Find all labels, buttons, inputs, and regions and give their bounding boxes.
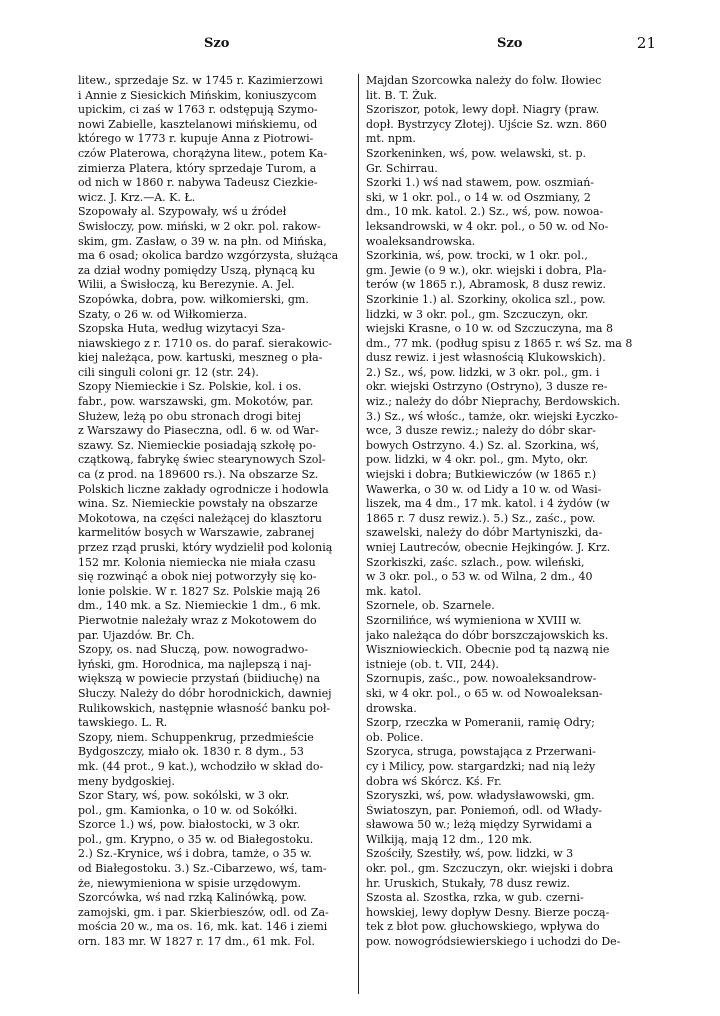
text-line: Wiszniowieckich. Obecnie pod tą nazwą nie	[366, 643, 610, 657]
text-line: Szornupis, zaśc., pow. nowoaleksandrow-	[366, 672, 597, 686]
text-line: 3.) Sz., wś włośc., tamże, okr. wiejski Łyczko-	[366, 409, 619, 423]
column-divider	[358, 74, 359, 994]
text-line: Szopówka, dobra, pow. wiłkomierski, gm.	[78, 292, 309, 306]
text-line: łyński, gm. Horodnica, ma najlepszą i naj-	[78, 657, 312, 671]
text-line: tek z błot pow. głuchowskiego, wpływa do	[366, 920, 600, 934]
text-line: wicz. J. Krz.—A. K. Ł.	[78, 190, 196, 204]
text-line: fabr., pow. warszawski, gm. Mokotów, par.	[78, 395, 314, 409]
text-line: dm., 77 mk. (podług spisu z 1865 r. wś Sz. ma 8	[366, 336, 633, 350]
text-line: hr. Uruskich, Stukały, 78 dusz rewiz.	[366, 876, 570, 890]
text-line: Słuczy. Należy do dóbr horodnickich, dawniej	[78, 686, 332, 700]
text-line: cy i Milicy, pow. stargardzki; nad nią leży	[366, 759, 596, 773]
text-line: za dział wodny pomiędzy Uszą, płynącą ku	[78, 263, 316, 277]
text-line: 2.) Sz.-Krynice, wś i dobra, tamże, o 35 w.	[78, 847, 312, 861]
text-line: przez rząd pruski, który wydzielił pod kolonią	[78, 541, 333, 554]
text-line: ob. Police.	[366, 730, 424, 744]
text-line: mościa 20 w., ma os. 16, mk. kat. 146 i ziemi	[78, 920, 328, 934]
text-line: z Warszawy do Piaseczna, odl. 6 w. od War-	[78, 424, 319, 438]
text-line: wniej Lautreców, obecnie Hejkingów. J. Krz.	[366, 541, 611, 554]
text-line: czątkową, fabrykę świec stearynowych Szol-	[78, 453, 326, 467]
text-line: dm., 10 mk. katol. 2.) Sz., wś, pow. nowoa-	[366, 205, 604, 219]
text-line: ski, w 4 okr. pol., o 65 w. od Nowoaleksan-	[366, 686, 603, 700]
text-line: upickim, ci zaś w 1763 r. odstępują Szymo-	[78, 103, 318, 117]
text-line: Służew, leżą po obu stronach drogi bitej	[78, 409, 302, 423]
text-line: jako należąca do dóbr borszczajowskich ks.	[366, 628, 609, 642]
text-line: wina. Sz. Niemieckie powstały na obszarze	[78, 497, 318, 511]
text-line: sławowa 50 w.; leżą między Syrwidami a	[366, 818, 593, 832]
text-line: że, niewymieniona w spisie urzędowym.	[78, 876, 302, 890]
text-line: dm., 140 mk. a Sz. Niemieckie 1 dm., 6 mk.	[78, 599, 321, 613]
text-line: Szopy, os. nad Słuczą, pow. nowogradwo-	[78, 643, 309, 657]
text-line: Światoszyn, par. Poniemoń, odl. od Włady-	[366, 803, 603, 817]
text-line: Wilkiją, mają 12 dm., 120 mk.	[366, 832, 533, 846]
text-line: istnieje (ob. t. VII, 244).	[366, 657, 499, 671]
text-line: Gr. Schirrau.	[366, 161, 438, 175]
text-line: Szościły, Szestiły, wś, pow. lidzki, w 3	[366, 847, 574, 861]
text-line: Szopowały al. Szypowały, wś u źródeł	[78, 205, 287, 219]
page-number: 21	[636, 34, 656, 52]
text-line: skim, gm. Zasław, o 39 w. na płn. od Mińska,	[78, 234, 327, 248]
text-line: Szoryszki, wś, pow. władysławowski, gm.	[366, 789, 595, 803]
text-line: pow. lidzki, w 4 okr. pol., gm. Myto, okr.	[366, 453, 589, 467]
text-line: czów Platerowa, chorążyna litew., potem Ka-	[78, 146, 328, 160]
text-line: Polskich liczne zakłady ogrodnicze i hodowla	[78, 482, 329, 496]
text-line: Rulikowskich, następnie własność banku poł-	[78, 701, 331, 715]
text-line: kiej należąca, pow. kartuski, meszneg o pła-	[78, 351, 323, 365]
text-line: szawelski, należy do dóbr Martyniszki, da-	[366, 526, 603, 540]
text-line: drowska.	[366, 701, 417, 715]
text-line: którego w 1773 r. kupuje Anna z Piotrowi-	[78, 132, 314, 146]
text-line: większą w powiecie przystań (biidiuchę) na	[78, 672, 321, 686]
left-column	[78, 74, 353, 950]
text-line: 152 mr. Kolonia niemiecka nie miała czasu	[78, 555, 316, 569]
text-line: Szopy Niemieckie i Sz. Polskie, kol. i os.	[78, 380, 302, 394]
text-line: 1865 r. 7 dusz rewiz.). 5.) Sz., zaśc., pow.	[366, 511, 596, 525]
text-line: Wilii, a Świsłoczą, ku Berezynie. A. Jel.	[78, 278, 295, 292]
text-line: meny bydgoskiej.	[78, 774, 175, 788]
text-line: Pierwotnie należały wraz z Mokotowem do	[78, 613, 317, 627]
text-line: w 3 okr. pol., o 53 w. od Wilna, 2 dm., 40	[366, 570, 593, 584]
text-line: gm. Jewie (o 9 w.), okr. wiejski i dobra, Pla-	[366, 263, 607, 277]
text-line: niawskiego z r. 1710 os. do paraf. sierakowic-	[78, 336, 332, 350]
text-line: Szoriszor, potok, lewy dopł. Niagry (praw.	[366, 103, 600, 117]
text-line: pow. nowogródsiewierskiego i uchodzi do De-	[366, 935, 621, 949]
text-line: Szorkinie 1.) al. Szorkiny, okolica szl., pow.	[366, 292, 606, 306]
text-line: Szornele, ob. Szarnele.	[366, 599, 495, 613]
running-head-left: Szo	[204, 36, 230, 51]
text-line: Szorkinia, wś, pow. trocki, w 1 okr. pol.,	[366, 249, 588, 263]
right-column	[366, 74, 641, 950]
text-line: tawskiego. L. R.	[78, 716, 168, 730]
text-line: Szorkeninken, wś, pow. welawski, st. p.	[366, 146, 586, 160]
text-line: leksandrowski, w 4 okr. pol., o 50 w. od No-	[366, 219, 609, 233]
text-line: zamojski, gm. i par. Skierbieszów, odl. od Za-	[78, 905, 329, 919]
text-line: Szorce 1.) wś, pow. białostocki, w 3 okr.	[78, 818, 301, 832]
text-line: wiz.; należy do dóbr Nieprachy, Berdowskich.	[366, 395, 621, 409]
text-line: ma 6 osad; okolica bardzo wzgórzysta, służąca	[78, 249, 339, 263]
text-line: wiejski Krasne, o 10 w. od Szczuczyna, ma 8	[366, 322, 613, 336]
text-line: par. Ujazdów. Br. Ch.	[78, 628, 195, 642]
text-line: Bydgoszczy, miało ok. 1830 r. 8 dym., 53	[78, 745, 304, 759]
text-line: Szaty, o 26 w. od Wiłkomierza.	[78, 307, 247, 321]
text-line: litew., sprzedaje Sz. w 1745 r. Kazimierzowi	[78, 74, 323, 87]
text-line: dusz rewiz. i jest własnością Klukowskich).	[366, 351, 606, 365]
text-line: bowych Ostrzyno. 4.) Sz. al. Szorkina, wś,	[366, 438, 600, 452]
text-line: Szornilińce, wś wymieniona w XVIII w.	[366, 613, 582, 627]
text-line: od nich w 1860 r. nabywa Tadeusz Ciezkie-	[78, 176, 318, 190]
text-line: lidzki, w 3 okr. pol., gm. Szczuczyn, okr.	[366, 307, 589, 321]
running-head-right: Szo	[497, 36, 523, 51]
text-line: mk. katol.	[366, 584, 422, 598]
text-line: terów (w 1865 r.), Abramosk, 8 dusz rewiz.	[366, 278, 606, 292]
text-line: dobra wś Skórcz. Kś. Fr.	[366, 774, 502, 788]
text-line: Majdan Szorcowka należy do folw. Iłowiec	[366, 74, 602, 87]
text-line: zimierza Platera, który sprzedaje Turom, a	[78, 161, 317, 175]
text-line: howskiej, lewy dopływ Desny. Bierze począ-	[366, 905, 610, 919]
text-line: ca (z prod. na 189600 rs.). Na obszarze Sz.	[78, 468, 319, 482]
text-line: karmelitów bosych w Warszawie, zabranej	[78, 526, 315, 540]
text-line: mt. npm.	[366, 132, 416, 146]
text-line: liszek, ma 4 dm., 17 mk. katol. i 4 żydów (w	[366, 497, 610, 511]
text-line: Szosta al. Szostka, rzka, w gub. czerni-	[366, 891, 584, 905]
text-line: pol., gm. Krypno, o 35 w. od Białegostoku.	[78, 832, 314, 846]
text-line: od Białegostoku. 3.) Sz.-Cibarzewo, wś, tam-	[78, 862, 327, 876]
text-line: wce, 3 dusze rewiz.; należy do dóbr skar-	[366, 424, 596, 438]
text-line: Szopy, niem. Schuppenkrug, przedmieście	[78, 730, 314, 744]
text-line: i Annie z Siesickich Mińskim, koniuszycom	[78, 88, 317, 102]
text-line: Mokotowa, na części należącej do klasztoru	[78, 511, 322, 525]
text-line: lonie polskie. W r. 1827 Sz. Polskie mają 26	[78, 584, 321, 598]
text-line: orn. 183 mr. W 1827 r. 17 dm., 61 mk. Fol.	[78, 935, 315, 949]
text-line: Świsłoczy, pow. miński, w 2 okr. pol. rakow-	[78, 219, 321, 233]
text-line: woaleksandrowska.	[366, 234, 476, 248]
text-line: szawy. Sz. Niemieckie posiadają szkołę po-	[78, 438, 317, 452]
text-line: okr. pol., gm. Szczuczyn, okr. wiejski i dobra	[366, 862, 614, 876]
text-line: lit. B. T. Żuk.	[366, 88, 438, 102]
text-line: Szorcówka, wś nad rzką Kalinówką, pow.	[78, 891, 307, 905]
text-line: Szor Stary, wś, pow. sokólski, w 3 okr.	[78, 789, 290, 803]
text-line: Szoryca, struga, powstająca z Przerwani-	[366, 745, 596, 759]
text-line: okr. wiejski Ostrzyno (Ostryno), 3 dusze re-	[366, 380, 608, 394]
text-line: Szorp, rzeczka w Pomeranii, ramię Odry;	[366, 716, 595, 730]
text-line: cili singuli coloni gr. 12 (str. 24).	[78, 365, 259, 379]
text-line: się rozwinąć a obok niej potworzyły się ko-	[78, 570, 317, 584]
text-line: 2.) Sz., wś, pow. lidzki, w 3 okr. pol., gm. i	[366, 365, 600, 379]
text-line: mk. (44 prot., 9 kat.), wchodziło w skład do-	[78, 759, 324, 773]
text-line: pol., gm. Kamionka, o 10 w. od Sokółki.	[78, 803, 298, 817]
text-line: nowi Zabielle, kasztelanowi mińskiemu, od	[78, 117, 318, 131]
page-header	[76, 32, 656, 54]
text-line: Szopska Huta, według wizytacyi Sza-	[78, 322, 286, 336]
text-line: wiejski i dobra; Butkiewiczów (w 1865 r.)	[366, 468, 597, 482]
text-line: ski, w 1 okr. pol., o 14 w. od Oszmiany, 2	[366, 190, 591, 204]
text-line: Wawerka, o 30 w. od Lidy a 10 w. od Wasi-	[366, 482, 602, 496]
text-line: dopł. Bystrzycy Złotej). Ujście Sz. wzn. 860	[366, 117, 607, 131]
text-line: Szorki 1.) wś nad stawem, pow. oszmiań-	[366, 176, 595, 190]
text-line: Szorkiszki, zaśc. szlach., pow. wileński,	[366, 555, 585, 569]
